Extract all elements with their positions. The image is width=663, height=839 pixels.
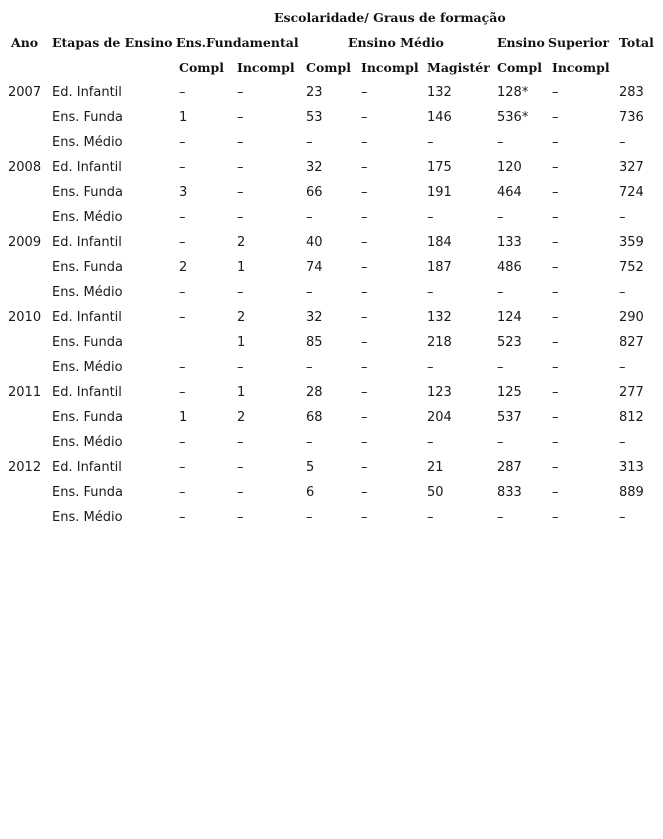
cell-medio-incompl: – <box>361 285 368 300</box>
cell-fund-incompl: – <box>237 135 244 150</box>
cell-fund-compl: – <box>179 310 186 325</box>
cell-superior-compl: – <box>497 510 504 525</box>
cell-fund-incompl: – <box>237 435 244 450</box>
cell-superior-incompl: – <box>552 260 559 275</box>
cell-medio-compl: 68 <box>306 410 323 425</box>
cell-superior-incompl: – <box>552 160 559 175</box>
header-row-subcolumns <box>0 55 663 80</box>
table-row <box>0 380 663 405</box>
cell-superior-compl: 125 <box>497 385 522 400</box>
cell-etapa: Ens. Funda <box>52 410 123 425</box>
cell-medio-compl: – <box>306 360 313 375</box>
cell-superior-incompl: – <box>552 235 559 250</box>
sub-fund-incompl: Incompl <box>237 60 295 75</box>
cell-total: – <box>619 510 626 525</box>
group-fundamental-header: Ens.Fundamental <box>176 35 299 50</box>
cell-medio-compl: 32 <box>306 310 323 325</box>
cell-etapa: Ens. Médio <box>52 135 123 150</box>
cell-total: – <box>619 435 626 450</box>
table-row <box>0 405 663 430</box>
cell-superior-incompl: – <box>552 460 559 475</box>
cell-fund-compl: – <box>179 160 186 175</box>
cell-total: – <box>619 210 626 225</box>
cell-magister: 132 <box>427 85 452 100</box>
col-total-header: Total <box>619 35 654 50</box>
cell-medio-incompl: – <box>361 335 368 350</box>
cell-magister: 21 <box>427 460 444 475</box>
cell-superior-compl: 536* <box>497 110 529 125</box>
cell-medio-incompl: – <box>361 435 368 450</box>
cell-etapa: Ens. Médio <box>52 360 123 375</box>
cell-medio-incompl: – <box>361 160 368 175</box>
cell-fund-compl: 2 <box>179 260 188 275</box>
header-row-columns <box>0 30 663 55</box>
cell-fund-compl: 1 <box>179 110 188 125</box>
cell-total: – <box>619 360 626 375</box>
cell-medio-compl: 6 <box>306 485 315 500</box>
cell-medio-incompl: – <box>361 360 368 375</box>
sub-superior-compl: Compl <box>497 60 543 75</box>
cell-total: 724 <box>619 185 644 200</box>
cell-fund-compl: – <box>179 285 186 300</box>
cell-fund-incompl: 2 <box>237 235 246 250</box>
group-medio-header: Ensino Médio <box>348 35 444 50</box>
cell-fund-incompl: – <box>237 485 244 500</box>
col-ano-header: Ano <box>11 35 39 50</box>
cell-superior-incompl: – <box>552 135 559 150</box>
cell-medio-compl: 5 <box>306 460 315 475</box>
cell-etapa: Ens. Médio <box>52 210 123 225</box>
cell-ano: 2012 <box>8 460 42 475</box>
table-row <box>0 155 663 180</box>
cell-etapa: Ens. Médio <box>52 510 123 525</box>
cell-fund-incompl: – <box>237 160 244 175</box>
cell-medio-incompl: – <box>361 310 368 325</box>
cell-superior-compl: – <box>497 360 504 375</box>
cell-total: 277 <box>619 385 644 400</box>
cell-total: 827 <box>619 335 644 350</box>
cell-superior-compl: 464 <box>497 185 522 200</box>
cell-superior-incompl: – <box>552 435 559 450</box>
cell-fund-incompl: 1 <box>237 335 246 350</box>
table-row <box>0 455 663 480</box>
cell-superior-incompl: – <box>552 385 559 400</box>
cell-ano: 2011 <box>8 385 42 400</box>
cell-medio-compl: 74 <box>306 260 323 275</box>
sub-fund-compl: Compl <box>179 60 225 75</box>
sub-superior-incompl: Incompl <box>552 60 610 75</box>
cell-superior-incompl: – <box>552 360 559 375</box>
cell-magister: 175 <box>427 160 452 175</box>
cell-superior-compl: 486 <box>497 260 522 275</box>
cell-medio-compl: 40 <box>306 235 323 250</box>
cell-superior-compl: 124 <box>497 310 522 325</box>
group-title: Escolaridade/ Graus de formação <box>274 10 506 25</box>
cell-superior-incompl: – <box>552 210 559 225</box>
cell-total: – <box>619 135 626 150</box>
cell-fund-compl: – <box>179 435 186 450</box>
cell-fund-incompl: – <box>237 510 244 525</box>
col-etapas-header: Etapas de Ensino <box>52 35 173 50</box>
cell-medio-compl: 66 <box>306 185 323 200</box>
table-row <box>0 180 663 205</box>
cell-medio-incompl: – <box>361 260 368 275</box>
cell-superior-compl: 523 <box>497 335 522 350</box>
cell-ano: 2007 <box>8 85 42 100</box>
table-row <box>0 205 663 230</box>
cell-magister: – <box>427 210 434 225</box>
cell-superior-incompl: – <box>552 335 559 350</box>
cell-superior-incompl: – <box>552 510 559 525</box>
cell-magister: 50 <box>427 485 444 500</box>
cell-superior-compl: 287 <box>497 460 522 475</box>
cell-superior-compl: 128* <box>497 85 529 100</box>
cell-medio-compl: – <box>306 435 313 450</box>
cell-superior-incompl: – <box>552 110 559 125</box>
cell-medio-compl: – <box>306 135 313 150</box>
table-row <box>0 480 663 505</box>
table-row <box>0 255 663 280</box>
cell-total: 812 <box>619 410 644 425</box>
table-row <box>0 505 663 530</box>
cell-superior-compl: – <box>497 135 504 150</box>
cell-superior-incompl: – <box>552 485 559 500</box>
cell-medio-incompl: – <box>361 460 368 475</box>
cell-ano: 2010 <box>8 310 42 325</box>
cell-etapa: Ens. Funda <box>52 260 123 275</box>
header-row-group <box>0 5 663 30</box>
cell-medio-incompl: – <box>361 510 368 525</box>
cell-medio-incompl: – <box>361 135 368 150</box>
group-superior-header-1: Ensino <box>497 35 545 50</box>
cell-ano: 2009 <box>8 235 42 250</box>
cell-medio-compl: 28 <box>306 385 323 400</box>
cell-fund-compl: – <box>179 510 186 525</box>
table-row <box>0 280 663 305</box>
cell-total: 327 <box>619 160 644 175</box>
cell-superior-compl: 537 <box>497 410 522 425</box>
cell-total: 889 <box>619 485 644 500</box>
cell-superior-compl: – <box>497 210 504 225</box>
table-row <box>0 330 663 355</box>
table-row <box>0 130 663 155</box>
cell-ano: 2008 <box>8 160 42 175</box>
cell-magister: 184 <box>427 235 452 250</box>
cell-medio-compl: 53 <box>306 110 323 125</box>
cell-fund-incompl: 2 <box>237 410 246 425</box>
cell-medio-incompl: – <box>361 85 368 100</box>
cell-etapa: Ens. Médio <box>52 285 123 300</box>
sub-medio-compl: Compl <box>306 60 352 75</box>
cell-fund-compl: – <box>179 460 186 475</box>
cell-medio-incompl: – <box>361 385 368 400</box>
group-superior-header-2: Superior <box>548 35 610 50</box>
cell-fund-compl: – <box>179 485 186 500</box>
cell-etapa: Ed. Infantil <box>52 160 122 175</box>
cell-etapa: Ed. Infantil <box>52 385 122 400</box>
cell-medio-compl: 32 <box>306 160 323 175</box>
cell-fund-incompl: – <box>237 85 244 100</box>
cell-fund-compl: – <box>179 210 186 225</box>
cell-etapa: Ens. Funda <box>52 335 123 350</box>
cell-magister: – <box>427 285 434 300</box>
table-row <box>0 430 663 455</box>
cell-fund-incompl: 2 <box>237 310 246 325</box>
cell-superior-incompl: – <box>552 410 559 425</box>
cell-etapa: Ed. Infantil <box>52 310 122 325</box>
sub-medio-incompl: Incompl <box>361 60 419 75</box>
cell-fund-incompl: – <box>237 460 244 475</box>
table-row <box>0 305 663 330</box>
cell-superior-incompl: – <box>552 85 559 100</box>
cell-fund-compl: – <box>179 235 186 250</box>
cell-medio-incompl: – <box>361 235 368 250</box>
cell-fund-incompl: 1 <box>237 260 246 275</box>
cell-medio-incompl: – <box>361 210 368 225</box>
table-row <box>0 355 663 380</box>
cell-total: 752 <box>619 260 644 275</box>
sub-medio-magister: Magistér <box>427 60 490 75</box>
cell-fund-incompl: – <box>237 110 244 125</box>
cell-fund-compl: – <box>179 360 186 375</box>
cell-etapa: Ens. Funda <box>52 485 123 500</box>
cell-fund-incompl: 1 <box>237 385 246 400</box>
cell-medio-compl: – <box>306 285 313 300</box>
cell-magister: – <box>427 510 434 525</box>
cell-fund-incompl: – <box>237 285 244 300</box>
cell-superior-compl: – <box>497 285 504 300</box>
cell-total: 736 <box>619 110 644 125</box>
table-row <box>0 230 663 255</box>
cell-fund-compl: 1 <box>179 410 188 425</box>
cell-fund-compl: – <box>179 135 186 150</box>
cell-etapa: Ens. Funda <box>52 185 123 200</box>
cell-medio-incompl: – <box>361 410 368 425</box>
cell-superior-compl: 120 <box>497 160 522 175</box>
cell-fund-incompl: – <box>237 210 244 225</box>
cell-magister: 123 <box>427 385 452 400</box>
cell-superior-incompl: – <box>552 185 559 200</box>
cell-etapa: Ens. Médio <box>52 435 123 450</box>
cell-superior-compl: – <box>497 435 504 450</box>
cell-medio-compl: 85 <box>306 335 323 350</box>
cell-medio-compl: 23 <box>306 85 323 100</box>
cell-total: – <box>619 285 626 300</box>
cell-etapa: Ed. Infantil <box>52 235 122 250</box>
cell-etapa: Ed. Infantil <box>52 460 122 475</box>
cell-etapa: Ens. Funda <box>52 110 123 125</box>
cell-superior-compl: 833 <box>497 485 522 500</box>
cell-medio-compl: – <box>306 210 313 225</box>
cell-total: 313 <box>619 460 644 475</box>
cell-superior-incompl: – <box>552 310 559 325</box>
cell-medio-incompl: – <box>361 110 368 125</box>
table-row <box>0 105 663 130</box>
cell-magister: – <box>427 360 434 375</box>
cell-magister: 146 <box>427 110 452 125</box>
cell-etapa: Ed. Infantil <box>52 85 122 100</box>
cell-medio-compl: – <box>306 510 313 525</box>
cell-superior-incompl: – <box>552 285 559 300</box>
cell-magister: 218 <box>427 335 452 350</box>
cell-total: 283 <box>619 85 644 100</box>
cell-fund-compl: 3 <box>179 185 188 200</box>
cell-fund-compl: – <box>179 85 186 100</box>
cell-magister: 191 <box>427 185 452 200</box>
cell-magister: – <box>427 135 434 150</box>
table-row <box>0 80 663 105</box>
cell-medio-incompl: – <box>361 485 368 500</box>
cell-fund-compl: – <box>179 385 186 400</box>
cell-magister: 132 <box>427 310 452 325</box>
cell-magister: 187 <box>427 260 452 275</box>
cell-total: 359 <box>619 235 644 250</box>
cell-magister: – <box>427 435 434 450</box>
cell-medio-incompl: – <box>361 185 368 200</box>
cell-superior-compl: 133 <box>497 235 522 250</box>
cell-fund-incompl: – <box>237 360 244 375</box>
cell-total: 290 <box>619 310 644 325</box>
cell-magister: 204 <box>427 410 452 425</box>
cell-fund-incompl: – <box>237 185 244 200</box>
